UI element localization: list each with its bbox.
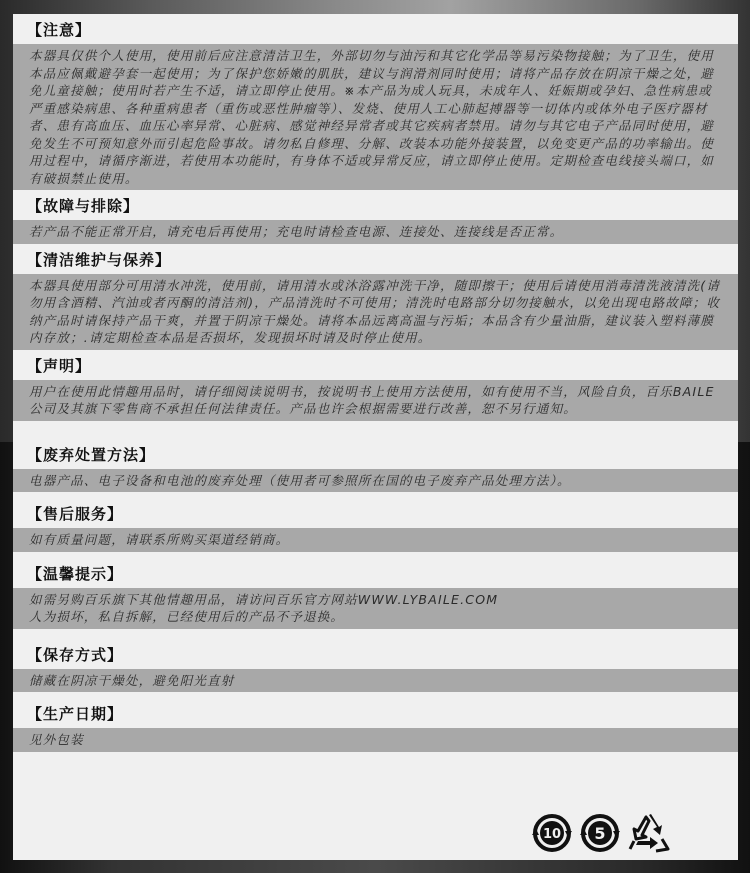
section-storage — [13, 639, 738, 693]
epup-5-icon — [578, 811, 622, 855]
section-after-sales — [13, 498, 738, 552]
section-content — [13, 528, 738, 552]
section-heading: 【售后服务】 — [27, 505, 124, 523]
section-content — [13, 728, 738, 752]
section-heading: 【声明】 — [27, 356, 92, 375]
paragraph: 如需另购百乐旗下其他情趣用品，请访问百乐官方网站WWW.LYBAILE.COM — [29, 591, 499, 607]
section-notice — [13, 14, 738, 190]
paragraph: 若产品不能正常开启，请充电后再使用；充电时请检查电源、连接处、连接线是否正常。 — [29, 224, 564, 239]
section-troubleshooting — [13, 190, 738, 244]
section-cleaning — [13, 244, 738, 350]
svg-text:10: 10 — [542, 827, 562, 842]
section-heading: 【生产日期】 — [27, 705, 124, 723]
recycle-icon — [626, 811, 672, 855]
section-content — [13, 588, 738, 629]
paragraph: 本器具仅供个人使用，使用前后应注意清洁卫生，外部切勿与油污和其它化学品等易污染物接触；为了卫生，使用本品应佩戴避孕套一起使用；为了保护您娇嫩的肌肤，建议与润滑剂同时使用；请将产品存放在阴凉干燥之处，避免儿童接触；使用时若产生不适，请立即停止使用。※本产品为成人玩具，未成年人、妊娠期或孕妇、急性病患或严重感染病患、各种重病患者（重伤或恶性肿瘤等）、发烧、使用人工心肺起搏器等一切体内或体外电子医疗器材者、患有高血压、血压心率异常、心脏病、感觉神经异常者或其它疾病者禁用。请勿与其它电子产品同时使用，避免发生不可预知意外而引起危险事故。请勿私自修理、分解、改装本功能外接装置，以免变更产品的功率输出。使用过程中，请循序渐进，若使用本功能时，有身体不适或异常反应，请立即停止使用。定期检查电线接头端口，如有破损禁止使用。 — [29, 48, 715, 186]
paragraph: 人为损坏，私自拆解，已经使用后的产品不予退换。 — [29, 609, 345, 624]
section-content — [13, 469, 738, 493]
paragraph: 电器产品、电子设备和电池的废弃处理（使用者可参照所在国的电子废弃产品处理方法）。 — [29, 472, 571, 488]
section-content — [13, 220, 738, 244]
section-heading: 【保存方式】 — [27, 645, 124, 664]
section-disposal — [13, 439, 738, 493]
section-heading: 【注意】 — [27, 21, 92, 39]
section-heading: 【温馨提示】 — [27, 564, 124, 583]
paragraph: 用户在使用此情趣用品时，请仔细阅读说明书，按说明书上使用方法使用，如有使用不当，风险自负，百乐BAILE公司及其旗下零售商不承担任何法律责任。产品也许会根据需要进行改善，恕不另行通知。 — [29, 383, 715, 416]
section-content — [13, 274, 738, 350]
section-heading: 【清洁维护与保养】 — [27, 250, 172, 269]
section-production-date — [13, 698, 738, 752]
svg-text:5: 5 — [594, 824, 606, 843]
section-tips — [13, 558, 738, 629]
section-heading: 【废弃处置方法】 — [27, 445, 156, 464]
paragraph: 储藏在阴凉干燥处，避免阳光直射 — [29, 672, 235, 688]
section-content — [13, 44, 738, 190]
certification-logos — [530, 811, 672, 855]
section-content — [13, 380, 738, 421]
paragraph: 见外包装 — [29, 732, 84, 747]
epup-10-icon — [530, 811, 574, 855]
paragraph: 本器具使用部分可用清水冲洗，使用前，请用清水或沐浴露冲洗干净，随即擦干；使用后请使用消毒清洗液清洗(请勿用含酒精、汽油或者丙酮的清洁剂)，产品清洗时不可使用；清洗时电路部分切勿接触水，以免出现电路故障；收纳产品时请保持产品干爽，并置于阴凉干燥处。请将本品远离高温与污垢；本品含有少量油脂，建议装入塑料薄膜内存放；.请定期检查本品是否损坏，发现损坏时请及时停止使用。 — [29, 277, 721, 345]
paragraph: 如有质量问题，请联系所购买渠道经销商。 — [29, 532, 290, 547]
section-content — [13, 669, 738, 693]
instruction-panel — [13, 14, 738, 860]
section-statement — [13, 350, 738, 421]
section-heading: 【故障与排除】 — [27, 197, 140, 215]
